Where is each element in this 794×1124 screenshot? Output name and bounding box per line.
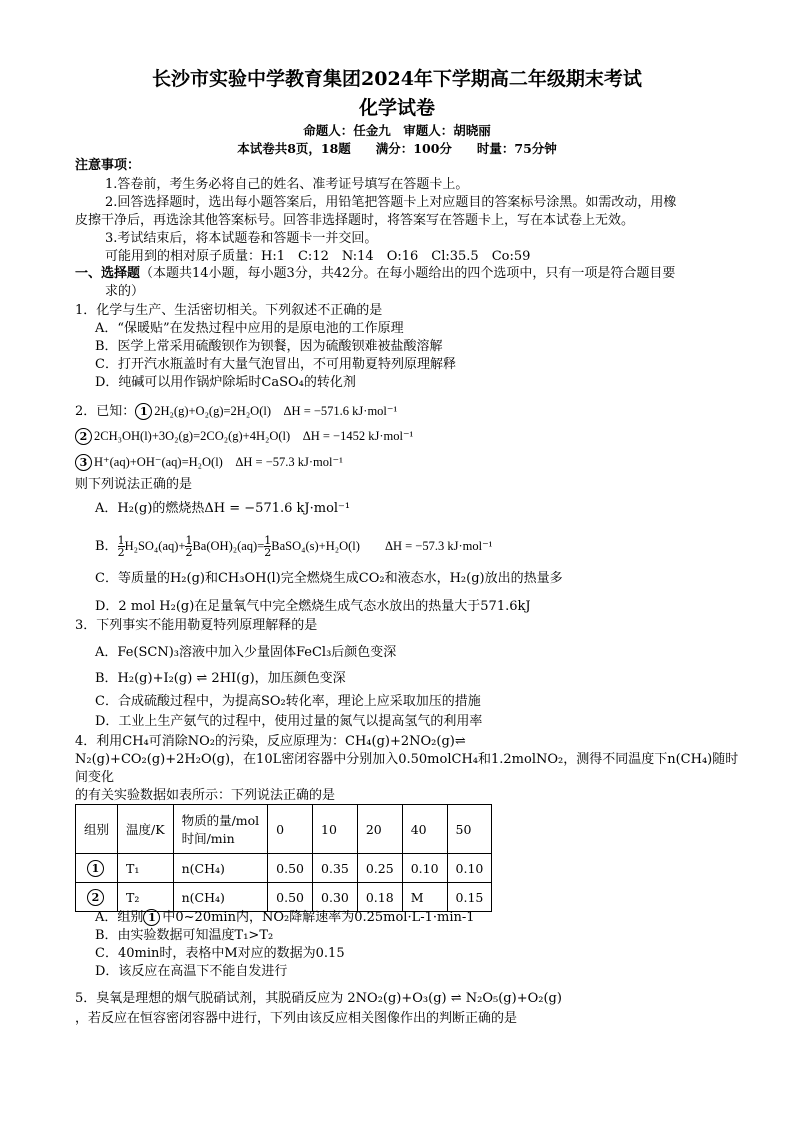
table-cell-value: 0.50: [268, 854, 313, 883]
q2-option-b-part2: Ba(OH)₂(aq)=: [192, 539, 265, 553]
circled-number-1: 1: [143, 909, 160, 926]
table-cell-quantity: n(CH₄): [173, 883, 268, 912]
q4-line2: N₂(g)+CO₂(g)+2H₂O(g)，在10L密闭容器中分别加入0.50molCH₄和1.2molNO₂，测得不同温度下n(CH₄)随时: [75, 752, 739, 767]
fraction-numerator: 1: [117, 534, 125, 547]
q2-eq2: 2CH₃OH(l)+3O₂(g)=2CO₂(g)+4H₂O(l) ΔH = −1452 kJ·mol⁻¹: [94, 429, 414, 443]
fraction-numerator: 1: [264, 534, 272, 547]
q3-stem: 3．下列事实不能用勒夏特列原理解释的是: [75, 618, 318, 633]
q2-option-a: A．H₂(g)的燃烧热ΔH = −571.6 kJ·mol⁻¹: [95, 501, 351, 516]
q1-stem: 1．化学与生产、生活密切相关。下列叙述不正确的是: [75, 303, 383, 318]
notice-item-3: 3.考试结束后，将本试题卷和答题卡一并交回。: [105, 231, 378, 246]
table-header-cell: 50: [447, 805, 492, 854]
notice-item-2-cont: 皮擦干净后，再选涂其他答案标号。回答非选择题时，将答案写在答题卡上，写在本试卷上无效。: [75, 213, 635, 228]
q2-eq3-line: [75, 453, 343, 472]
table-cell-value: 0.25: [357, 854, 402, 883]
fraction-denominator: 2: [185, 546, 193, 559]
section1-heading: 一、选择题: [75, 266, 141, 281]
q3-option-b: B．H₂(g)+I₂(g) ⇌ 2HI(g)，加压颜色变深: [95, 671, 346, 686]
section1-line: [75, 265, 675, 283]
q2-eq1: 2H₂(g)+O₂(g)=2H₂O(l) ΔH = −571.6 kJ·mol⁻¹: [154, 404, 398, 418]
table-cell-group: [76, 883, 118, 912]
q4-line3: 间变化: [75, 770, 115, 785]
fraction-numerator: 1: [185, 534, 193, 547]
table-cell-value: 0.18: [357, 883, 402, 912]
table-cell-temp: T₂: [118, 883, 174, 912]
q3-option-c: C．合成硫酸过程中，为提高SO₂转化率，理论上应采取加压的措施: [95, 694, 481, 709]
exam-title: 长沙市实验中学教育集团2024年下学期高二年级期末考试: [152, 68, 642, 90]
table-header-cell: 组别: [76, 805, 118, 854]
q2-option-b-label: B．: [95, 539, 118, 554]
table-cell-value: 0.10: [402, 854, 447, 883]
q1-option-b: B．医学上常采用硫酸钡作为钡餐，因为硫酸钡难被盐酸溶解: [95, 339, 443, 354]
table-header-cell: [173, 805, 268, 854]
q4-option-a-pre: A．组别: [95, 910, 144, 925]
q2-option-d: D．2 mol H₂(g)在足量氧气中完全燃烧生成气态水放出的热量大于571.6kJ: [95, 599, 531, 614]
q2-eq3: H⁺(aq)+OH⁻(aq)=H₂O(l) ΔH = −57.3 kJ·mol⁻¹: [94, 455, 343, 469]
exam-authors: 命题人：任金九 审题人：胡晓丽: [303, 123, 491, 138]
q4-option-b: B．由实验数据可知温度T₁>T₂: [95, 928, 274, 943]
table-header-amount: 物质的量/mol: [181, 813, 260, 828]
exam-info: 本试卷共8页，18题 满分：100分 时量：75分钟: [237, 141, 557, 156]
notice-item-2: 2.回答选择题时，选出每小题答案后，用铅笔把答题卡上对应题目的答案标号涂黑。如需改动，用橡: [105, 195, 677, 210]
table-header-cell: 温度/K: [118, 805, 174, 854]
table-cell-temp: T₁: [118, 854, 174, 883]
circled-number-1: 1: [135, 403, 152, 420]
table-header-time: 时间/min: [181, 831, 235, 846]
q3-option-a: A．Fe(SCN)₃溶液中加入少量固体FeCl₃后颜色变深: [95, 645, 397, 660]
q2-stem: 则下列说法正确的是: [75, 477, 193, 492]
section1-desc-cont: 求的）: [105, 284, 145, 299]
circled-number-1: 1: [87, 860, 104, 877]
table-row: [76, 883, 492, 912]
q4-option-a: [95, 909, 475, 927]
q2-option-b-part3: BaSO₄(s)+H₂O(l) ΔH = −57.3 kJ·mol⁻¹: [271, 539, 493, 553]
atomic-mass: 可能用到的相对原子质量：H:1 C:12 N:14 O:16 Cl:35.5 Co:59: [105, 249, 531, 264]
notice-item-1: 1.答卷前，考生务必将自己的姓名、准考证号填写在答题卡上。: [105, 177, 469, 192]
fraction-denominator: 2: [264, 546, 272, 559]
q4-option-c: C．40min时，表格中M对应的数据为0.15: [95, 946, 345, 961]
table-cell-value: 0.35: [313, 854, 358, 883]
q5-line2: ，若反应在恒容密闭容器中进行，下列由该反应相关图像作出的判断正确的是: [75, 1011, 518, 1026]
q2-option-c: C．等质量的H₂(g)和CH₃OH(l)完全燃烧生成CO₂和液态水，H₂(g)放出的热量多: [95, 571, 563, 586]
fraction-denominator: 2: [117, 546, 125, 559]
fraction-half: [118, 535, 125, 558]
table-cell-value: 0.15: [447, 883, 492, 912]
circled-number-2: 2: [87, 889, 104, 906]
q1-option-d: D．纯碱可以用作锅炉除垢时CaSO₄的转化剂: [95, 375, 356, 390]
q3-option-d: D．工业上生产氨气的过程中，使用过量的氮气以提高氢气的利用率: [95, 714, 483, 729]
table-cell-value: 0.30: [313, 883, 358, 912]
notice-heading: 注意事项：: [75, 158, 141, 173]
q4-option-a-post: 中0~20min内，NO₂降解速率为0.25mol·L-1·min-1: [162, 910, 475, 925]
q2-option-b: [95, 535, 492, 558]
table-cell-value: 0.10: [447, 854, 492, 883]
table-header-cell: 40: [402, 805, 447, 854]
table-header-cell: 0: [268, 805, 313, 854]
q4-option-d: D．该反应在高温下不能自发进行: [95, 964, 288, 979]
experiment-data-table: [75, 804, 492, 912]
circled-number-3: 3: [75, 454, 92, 471]
q4-line4: 的有关实验数据如表所示：下列说法正确的是: [75, 788, 336, 803]
q4-line1: 4．利用CH₄可消除NO₂的污染，反应原理为：CH₄(g)+2NO₂(g)⇌: [75, 734, 466, 749]
q2-eq2-line: [75, 427, 413, 446]
table-header-cell: 10: [313, 805, 358, 854]
q2-eq1-line: [75, 402, 397, 421]
q2-option-b-part1: H₂SO₄(aq)+: [124, 539, 186, 553]
table-cell-value: 0.50: [268, 883, 313, 912]
circled-number-2: 2: [75, 428, 92, 445]
table-cell-group: [76, 854, 118, 883]
exam-subject: 化学试卷: [358, 97, 435, 119]
table-header-row: [76, 805, 492, 854]
q1-option-c: C．打开汽水瓶盖时有大量气泡冒出，不可用勒夏特列原理解释: [95, 357, 456, 372]
table-header-cell: 20: [357, 805, 402, 854]
q5-line1: 5．臭氧是理想的烟气脱硝试剂，其脱硝反应为 2NO₂(g)+O₃(g) ⇌ N₂O₅(g)+O₂(g): [75, 991, 562, 1006]
section1-desc: （本题共14小题，每小题3分，共42分。在每小题给出的四个选项中，只有一项是符合题目要: [140, 266, 676, 281]
q1-option-a: A．“保暖贴”在发热过程中应用的是原电池的工作原理: [95, 321, 404, 336]
table-cell-value: M: [402, 883, 447, 912]
table-cell-quantity: n(CH₄): [173, 854, 268, 883]
table-row: [76, 854, 492, 883]
q2-prefix: 2．已知：: [75, 404, 136, 419]
